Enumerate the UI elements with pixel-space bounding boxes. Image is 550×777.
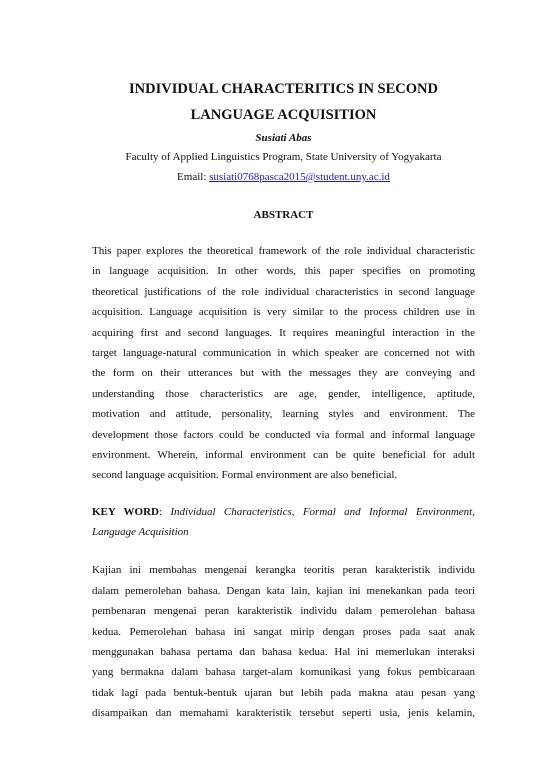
abstract-line: second language acquisition. Formal environment are also beneficial. [92,469,398,482]
abstract-line: development those factors could be conducted via formal and informal language [92,428,475,441]
author-affiliation: Faculty of Applied Linguistics Program, State University of Yogyakarta [125,151,442,163]
abstract-line: theoretical justifications of the role individual characteristics in second language [92,285,475,298]
title-line-2: LANGUAGE ACQUISITION [190,107,377,123]
keywords-line-2: Language Acquisition [92,526,189,539]
author-email-line [92,169,475,185]
abstract-line: understanding those characteristics are age, gender, intelligence, aptitude, [92,387,475,400]
abstract-body [92,241,475,486]
abstract-line: acquisition. Language acquisition is very similar to the process children use in [92,306,475,319]
abstract-line: acquiring first and second languages. It requires meaningful interaction in the [92,326,475,339]
keywords-block [92,502,475,543]
abstract-line: environment. Wherein, informal environment can be quite beneficial for adult [92,448,475,461]
keywords-separator: : [159,505,171,518]
abstract-line: motivation and attitude, personality, learning styles and environment. The [92,408,475,421]
keywords-label: KEY WORD [92,505,159,518]
indonesian-line: pembenaran mengenai peran karakteristik individu dalam pemerolehan bahasa [92,605,475,618]
indonesian-line: Kajian ini membahas mengenai kerangka teoritis peran karakteristik individu [92,564,475,577]
indonesian-line: disampaikan dan memahami karakteristik tersebut seperti usia, jenis kelamin, [92,707,475,720]
indonesian-line: dalam pemerolehan bahasa. Dengan kata lain, kajian ini menekankan pada teori [92,584,475,597]
abstract-line: the form on their utterances but with the messages they are conveying and [92,367,475,380]
indonesian-line: tidak lagi pada bentuk-bentuk ujaran but lebih pada makna atau pesan yang [92,686,475,699]
abstract-heading: ABSTRACT [253,209,314,221]
indonesian-line: yang bermakna dalam bahasa target-alam komunikasi yang fokus pembicaraan [92,666,475,679]
abstract-line: target language-natural communication in which speaker are concerned not with [92,346,475,359]
email-link[interactable]: susiati0768pasca2015@student.uny.ac.id [209,171,390,183]
indonesian-line: menggunakan bahasa pertama dan bahasa kedua. Hal ini memerlukan interaksi [92,646,475,659]
indonesian-abstract [92,560,475,723]
indonesian-line: kedua. Pemerolehan bahasa ini sangat mirip dengan proses pada saat anak [92,625,475,638]
keywords-value: Individual Characteristics, Formal and Informal Environment, [170,505,475,518]
title-line-1: INDIVIDUAL CHARACTERITICS IN SECOND [129,81,438,97]
abstract-line: in language acquisition. In other words, this paper specifies on promoting [92,265,475,278]
author-name: Susiati Abas [255,132,312,144]
paper-title [92,76,475,128]
abstract-line: This paper explores the theoretical framework of the role individual characteristic [92,245,475,257]
paper-page [92,76,475,724]
email-label: Email: [177,171,210,183]
keywords-line-1 [92,502,475,522]
